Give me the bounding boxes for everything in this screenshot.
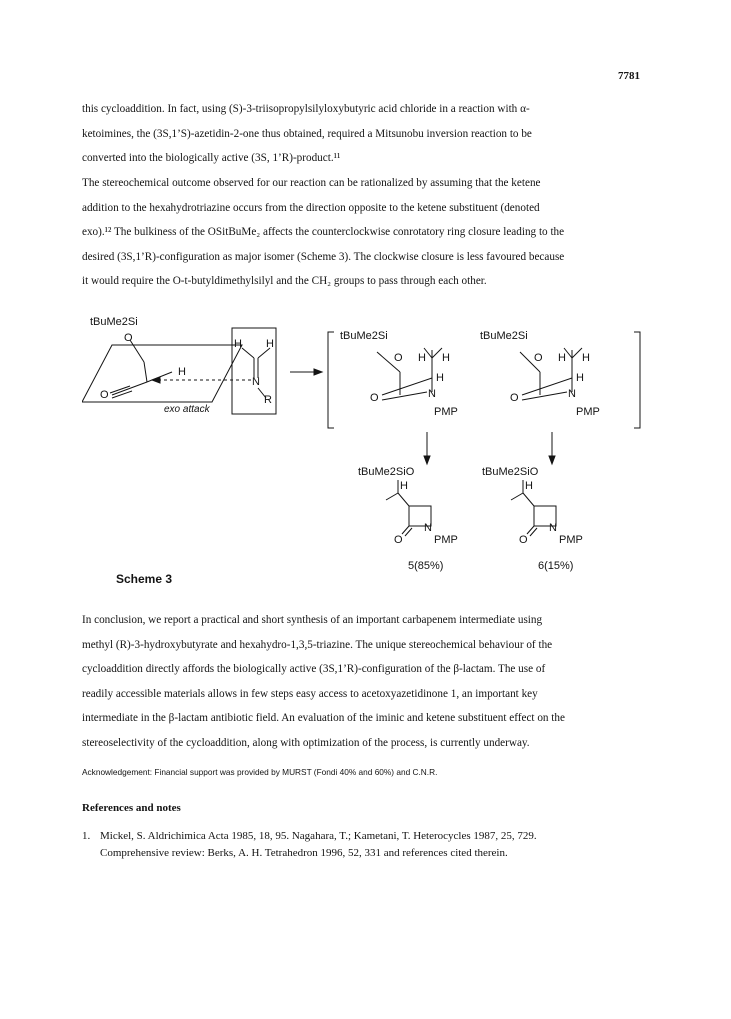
silyl-label: tBuMe2Si	[90, 316, 138, 328]
product-6-label: 6(15%)	[538, 560, 574, 572]
atom-n-label: N	[428, 388, 436, 400]
text-line: addition to the hexahydrotriazine occurs from the direction opposite to the ketene substituent (denoted	[82, 201, 540, 214]
product-5-label: 5(85%)	[408, 560, 444, 572]
acknowledgement: Acknowledgement: Financial support was provided by MURST (Fondi 40% and 60%) and C.N.R.	[82, 767, 438, 777]
pmp-label: PMP	[434, 534, 458, 546]
arrow-head	[424, 456, 430, 464]
imine-bond	[242, 348, 254, 358]
bracket-left	[328, 332, 334, 428]
atom-o-label: O	[394, 534, 403, 546]
atom-h-label: H	[400, 480, 408, 492]
atom-o-label: O	[370, 392, 379, 404]
atom-h-label: H	[178, 366, 186, 378]
arrow-head	[314, 369, 322, 375]
text-line: desired (3S,1’R)-configuration as major isomer (Scheme 3). The clockwise closure is less favoured because	[82, 250, 565, 263]
atom-h-label: H	[582, 352, 590, 364]
bracket-right	[634, 332, 640, 428]
atom-o-label: O	[124, 332, 133, 344]
atom-n-label: N	[568, 388, 576, 400]
ts2-bond	[572, 348, 582, 358]
text-line: converted into the biologically active (3S, 1’R)-product.¹¹	[82, 152, 341, 164]
atom-o-label: O	[394, 352, 403, 364]
pmp-label: PMP	[434, 406, 458, 418]
product-6-bond	[511, 493, 523, 500]
reference-line: Comprehensive review: Berks, A. H. Tetrahedron 1996, 52, 331 and references cited therein.	[100, 847, 508, 859]
atom-h-label: H	[558, 352, 566, 364]
text-line: readily accessible materials allows in few steps easy access to acetoxyazetidinone 1, an important key	[82, 687, 538, 700]
atom-n-label: N	[252, 376, 260, 388]
pmp-label: PMP	[559, 534, 583, 546]
reference-item	[82, 828, 642, 862]
paragraph-1	[82, 97, 642, 171]
silyl-label: tBuMe2Si	[480, 330, 528, 342]
text-line: The stereochemical outcome observed for our reaction can be rationalized by assuming that the ketene	[82, 177, 541, 189]
ketene-bond	[144, 362, 147, 382]
text-line: stereoselectivity of the cycloaddition, along with optimization of the process, is currently underway.	[82, 736, 530, 749]
ts1-bond	[432, 348, 442, 358]
atom-h-label: H	[234, 338, 242, 350]
paragraph-2	[82, 171, 642, 294]
silyloxy-label: tBuMe2SiO	[482, 466, 539, 478]
atom-h-label: H	[418, 352, 426, 364]
silyl-label: tBuMe2Si	[340, 330, 388, 342]
arrow-head	[549, 456, 555, 464]
atom-o-label: O	[534, 352, 543, 364]
carbonyl-bond	[112, 391, 132, 398]
reference-line: Mickel, S. Aldrichimica Acta 1985, 18, 95. Nagahara, T.; Kametani, T. Heterocycles 1987, 25, 729.	[100, 830, 537, 842]
page-number: 7781	[618, 70, 640, 82]
atom-h-label: H	[436, 372, 444, 384]
atom-h-label: H	[442, 352, 450, 364]
atom-h-label: H	[576, 372, 584, 384]
atom-o-label: O	[519, 534, 528, 546]
atom-o-label: O	[510, 392, 519, 404]
text-line: In conclusion, we report a practical and short synthesis of an important carbapenem intermediate using	[82, 614, 543, 626]
atom-h-label: H	[266, 338, 274, 350]
scheme-3-figure	[82, 310, 642, 590]
product-6-bond	[523, 493, 534, 506]
atom-h-label: H	[525, 480, 533, 492]
atom-n-label: N	[424, 522, 432, 534]
text-line: cycloaddition directly affords the biologically active (3S,1’R)-configuration of the β-lactam. The use of	[82, 663, 546, 675]
atom-o-label: O	[100, 389, 109, 401]
references-heading: References and notes	[82, 802, 181, 814]
text-line: this cycloaddition. In fact, using (S)-3-triisopropylsilyloxybutyric acid chloride in a reaction with α-	[82, 103, 530, 115]
atom-r-label: R	[264, 394, 272, 406]
product-5-bond	[398, 493, 409, 506]
paragraph-3	[82, 608, 642, 755]
reference-number: 1.	[82, 830, 91, 842]
product-5-bond	[386, 493, 398, 500]
text-line: methyl (R)-3-hydroxybutyrate and hexahydro-1,3,5-triazine. The unique stereochemical behaviour of the	[82, 638, 553, 651]
text-line: ketoimines, the (3S,1’S)-azetidin-2-one thus obtained, required a Mitsunobu inversion reaction to be	[82, 127, 532, 140]
text-line: it would require the O-t-butyldimethylsilyl and the CH₂ groups to pass through each other.	[82, 275, 487, 287]
atom-n-label: N	[549, 522, 557, 534]
silyloxy-label: tBuMe2SiO	[358, 466, 415, 478]
text-line: exo).¹² The bulkiness of the OSitBuMe₂ affects the counterclockwise conrotatory ring closure leading to the	[82, 226, 565, 238]
text-line: intermediate in the β-lactam antibiotic field. An evaluation of the iminic and ketene substituent effect on the	[82, 712, 565, 724]
ketene-bond	[112, 382, 147, 395]
pmp-label: PMP	[576, 406, 600, 418]
scheme-title: Scheme 3	[116, 572, 173, 586]
exo-attack-label: exo attack	[164, 404, 210, 415]
